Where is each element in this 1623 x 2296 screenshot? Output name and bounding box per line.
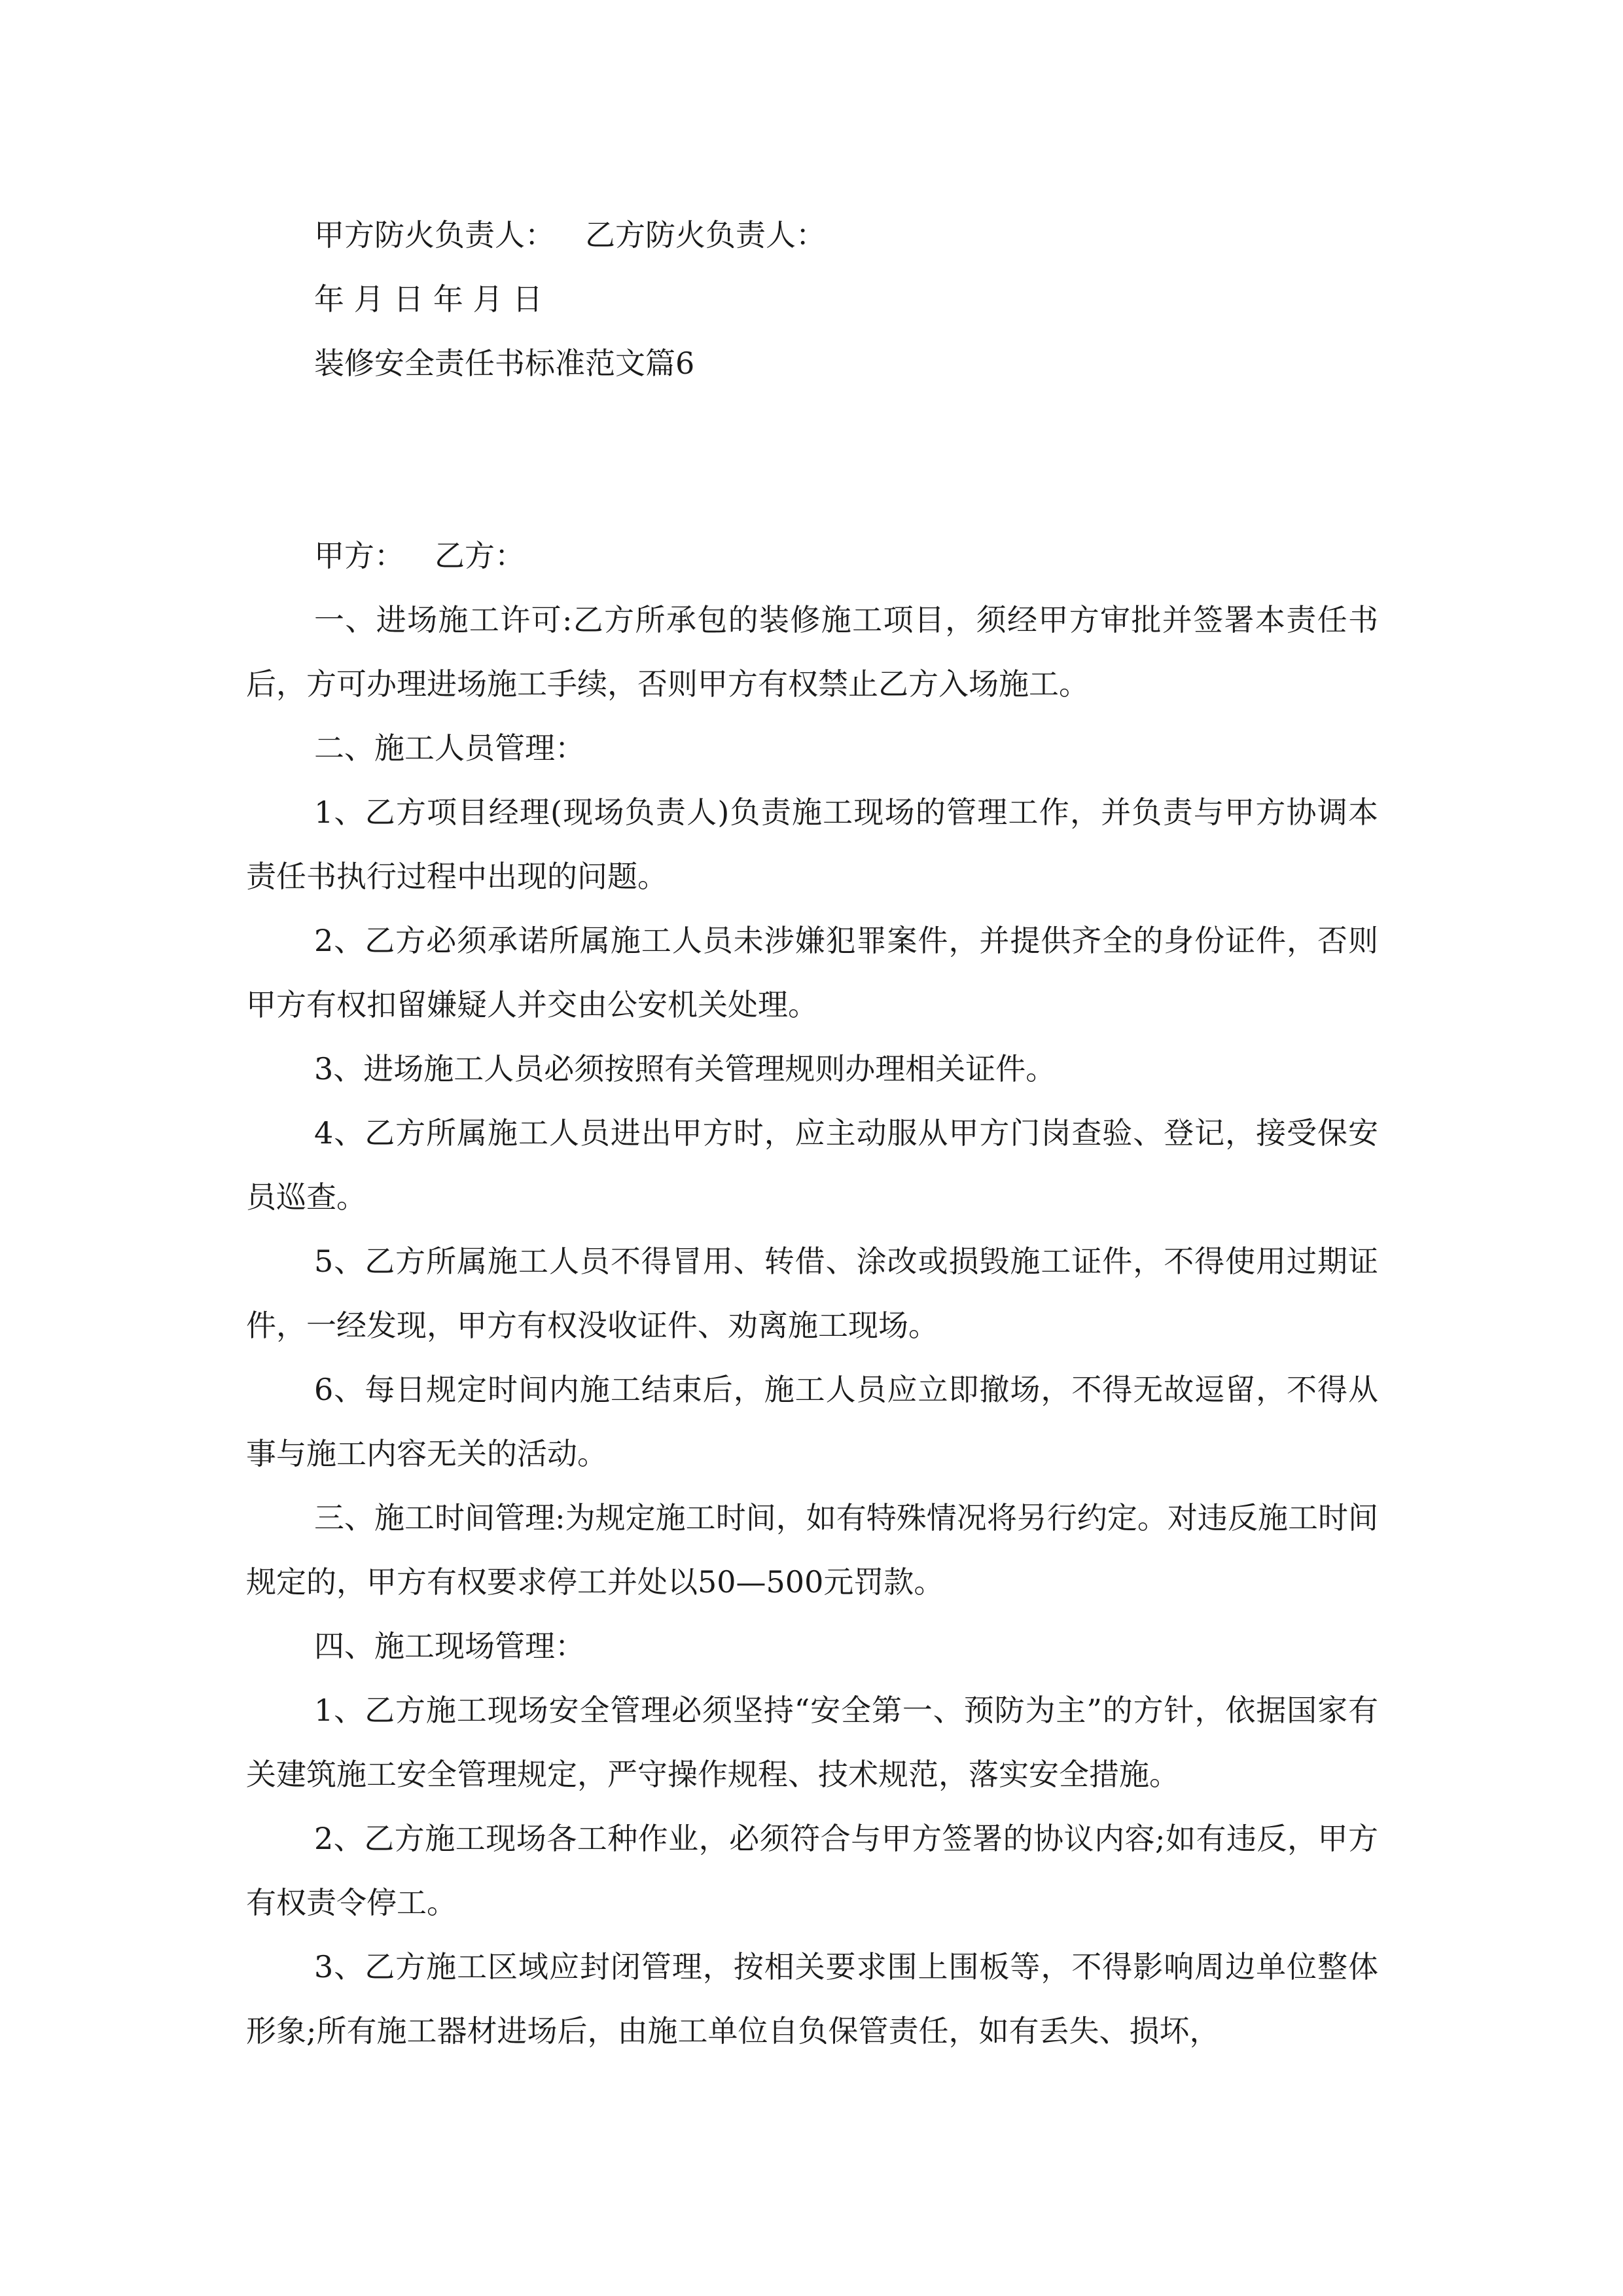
document-page xyxy=(246,203,1378,2063)
clause-site-2: 2、乙方施工现场各工种作业，必须符合与甲方签署的协议内容;如有违反，甲方有权责令停工。 xyxy=(246,1821,1378,1920)
document-heading: 装修安全责任书标准范文篇6 xyxy=(314,346,695,381)
clause-personnel-2: 2、乙方必须承诺所属施工人员未涉嫌犯罪案件，并提供齐全的身份证件，否则甲方有权扣留嫌疑人并交由公安机关处理。 xyxy=(246,923,1378,1022)
clause-personnel-5: 5、乙方所属施工人员不得冒用、转借、涂改或损毁施工证件，不得使用过期证件，一经发现，甲方有权没收证件、劝离施工现场。 xyxy=(246,1244,1378,1343)
party-a-label: 甲方： xyxy=(314,538,404,573)
clause-work-hours: 三、施工时间管理:为规定施工时间，如有特殊情况将另行约定。对违反施工时间规定的，甲方有权要求停工并处以50—500元罚款。 xyxy=(246,1500,1378,1600)
parties-line xyxy=(246,524,1378,588)
clause-personnel-4: 4、乙方所属施工人员进出甲方时，应主动服从甲方门岗查验、登记，接受保安员巡查。 xyxy=(246,1115,1378,1215)
party-b-label: 乙方： xyxy=(435,538,525,573)
signature-officers-line xyxy=(246,203,1378,267)
party-a-fire-officer: 甲方防火负责人： xyxy=(314,217,555,253)
date-b: 年 月 日 xyxy=(433,281,543,317)
party-b-fire-officer: 乙方防火负责人： xyxy=(585,217,826,253)
clause-personnel-6: 6、每日规定时间内施工结束后，施工人员应立即撤场，不得无故逗留，不得从事与施工内容无关的活动。 xyxy=(246,1372,1378,1471)
clause-personnel-3: 3、进场施工人员必须按照有关管理规则办理相关证件。 xyxy=(314,1051,1056,1086)
blank-space xyxy=(246,395,1378,524)
clause-personnel-1: 1、乙方项目经理(现场负责人)负责施工现场的管理工作，并负责与甲方协调本责任书执行过程中出现的问题。 xyxy=(246,795,1378,894)
clause-site-3: 3、乙方施工区域应封闭管理，按相关要求围上围板等，不得影响周边单位整体形象;所有施工器材进场后，由施工单位自负保管责任，如有丢失、损坏， xyxy=(246,1949,1378,2049)
signature-date-line xyxy=(246,267,1378,331)
clause-site-1: 1、乙方施工现场安全管理必须坚持“安全第一、预防为主”的方针，依据国家有关建筑施工安全管理规定，严守操作规程、技术规范，落实安全措施。 xyxy=(246,1693,1378,1792)
clause-entry-permit: 一、进场施工许可:乙方所承包的装修施工项目，须经甲方审批并签署本责任书后，方可办理进场施工手续，否则甲方有权禁止乙方入场施工。 xyxy=(246,602,1378,702)
date-a: 年 月 日 xyxy=(314,281,424,317)
section-personnel-heading: 二、施工人员管理： xyxy=(314,730,585,766)
section-site-heading: 四、施工现场管理： xyxy=(314,1628,585,1664)
